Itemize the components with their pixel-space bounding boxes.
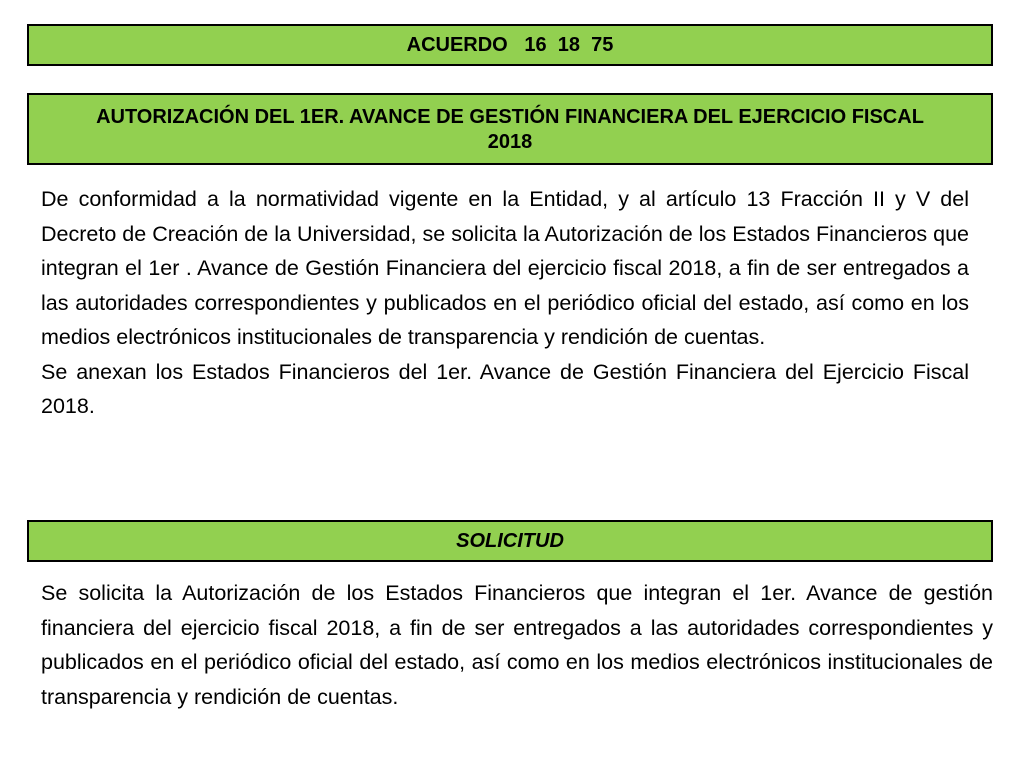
acuerdo-paragraph-conformidad: De conformidad a la normatividad vigente en la Entidad, y al artículo 13 Fracción II y V del Decreto de Creación de la Universidad, se solicita la Autorización de los Estados Financieros que integran el 1er . Avance de Gestión Financiera del ejercicio fiscal 2018, a fin de ser entregados a las autoridades correspondientes y publicados en el periódico oficial del estado, así como en los medios electrónicos institucionales de transparencia y rendición de cuentas. [41,187,969,349]
solicitud-paragraph: Se solicita la Autorización de los Estados Financieros que integran el 1er. Avance de gestión financiera del ejercicio fiscal 2018, a fin de ser entregados a las autoridades correspondientes y publicados en el periódico oficial del estado, así como en los medios electrónicos institucionales de transparencia y rendición de cuentas. [41,581,993,709]
acuerdo-title-bar: AUTORIZACIÓN DEL 1ER. AVANCE DE GESTIÓN FINANCIERA DEL EJERCICIO FISCAL 2018 [27,93,993,165]
solicitud-body [41,576,993,714]
solicitud-heading-bar: SOLICITUD [27,520,993,562]
acuerdo-number-bar: ACUERDO 16 18 75 [27,24,993,66]
acuerdo-paragraph-anexo: Se anexan los Estados Financieros del 1er. Avance de Gestión Financiera del Ejercicio Fiscal 2018. [41,359,969,418]
acuerdo-body [41,182,969,424]
